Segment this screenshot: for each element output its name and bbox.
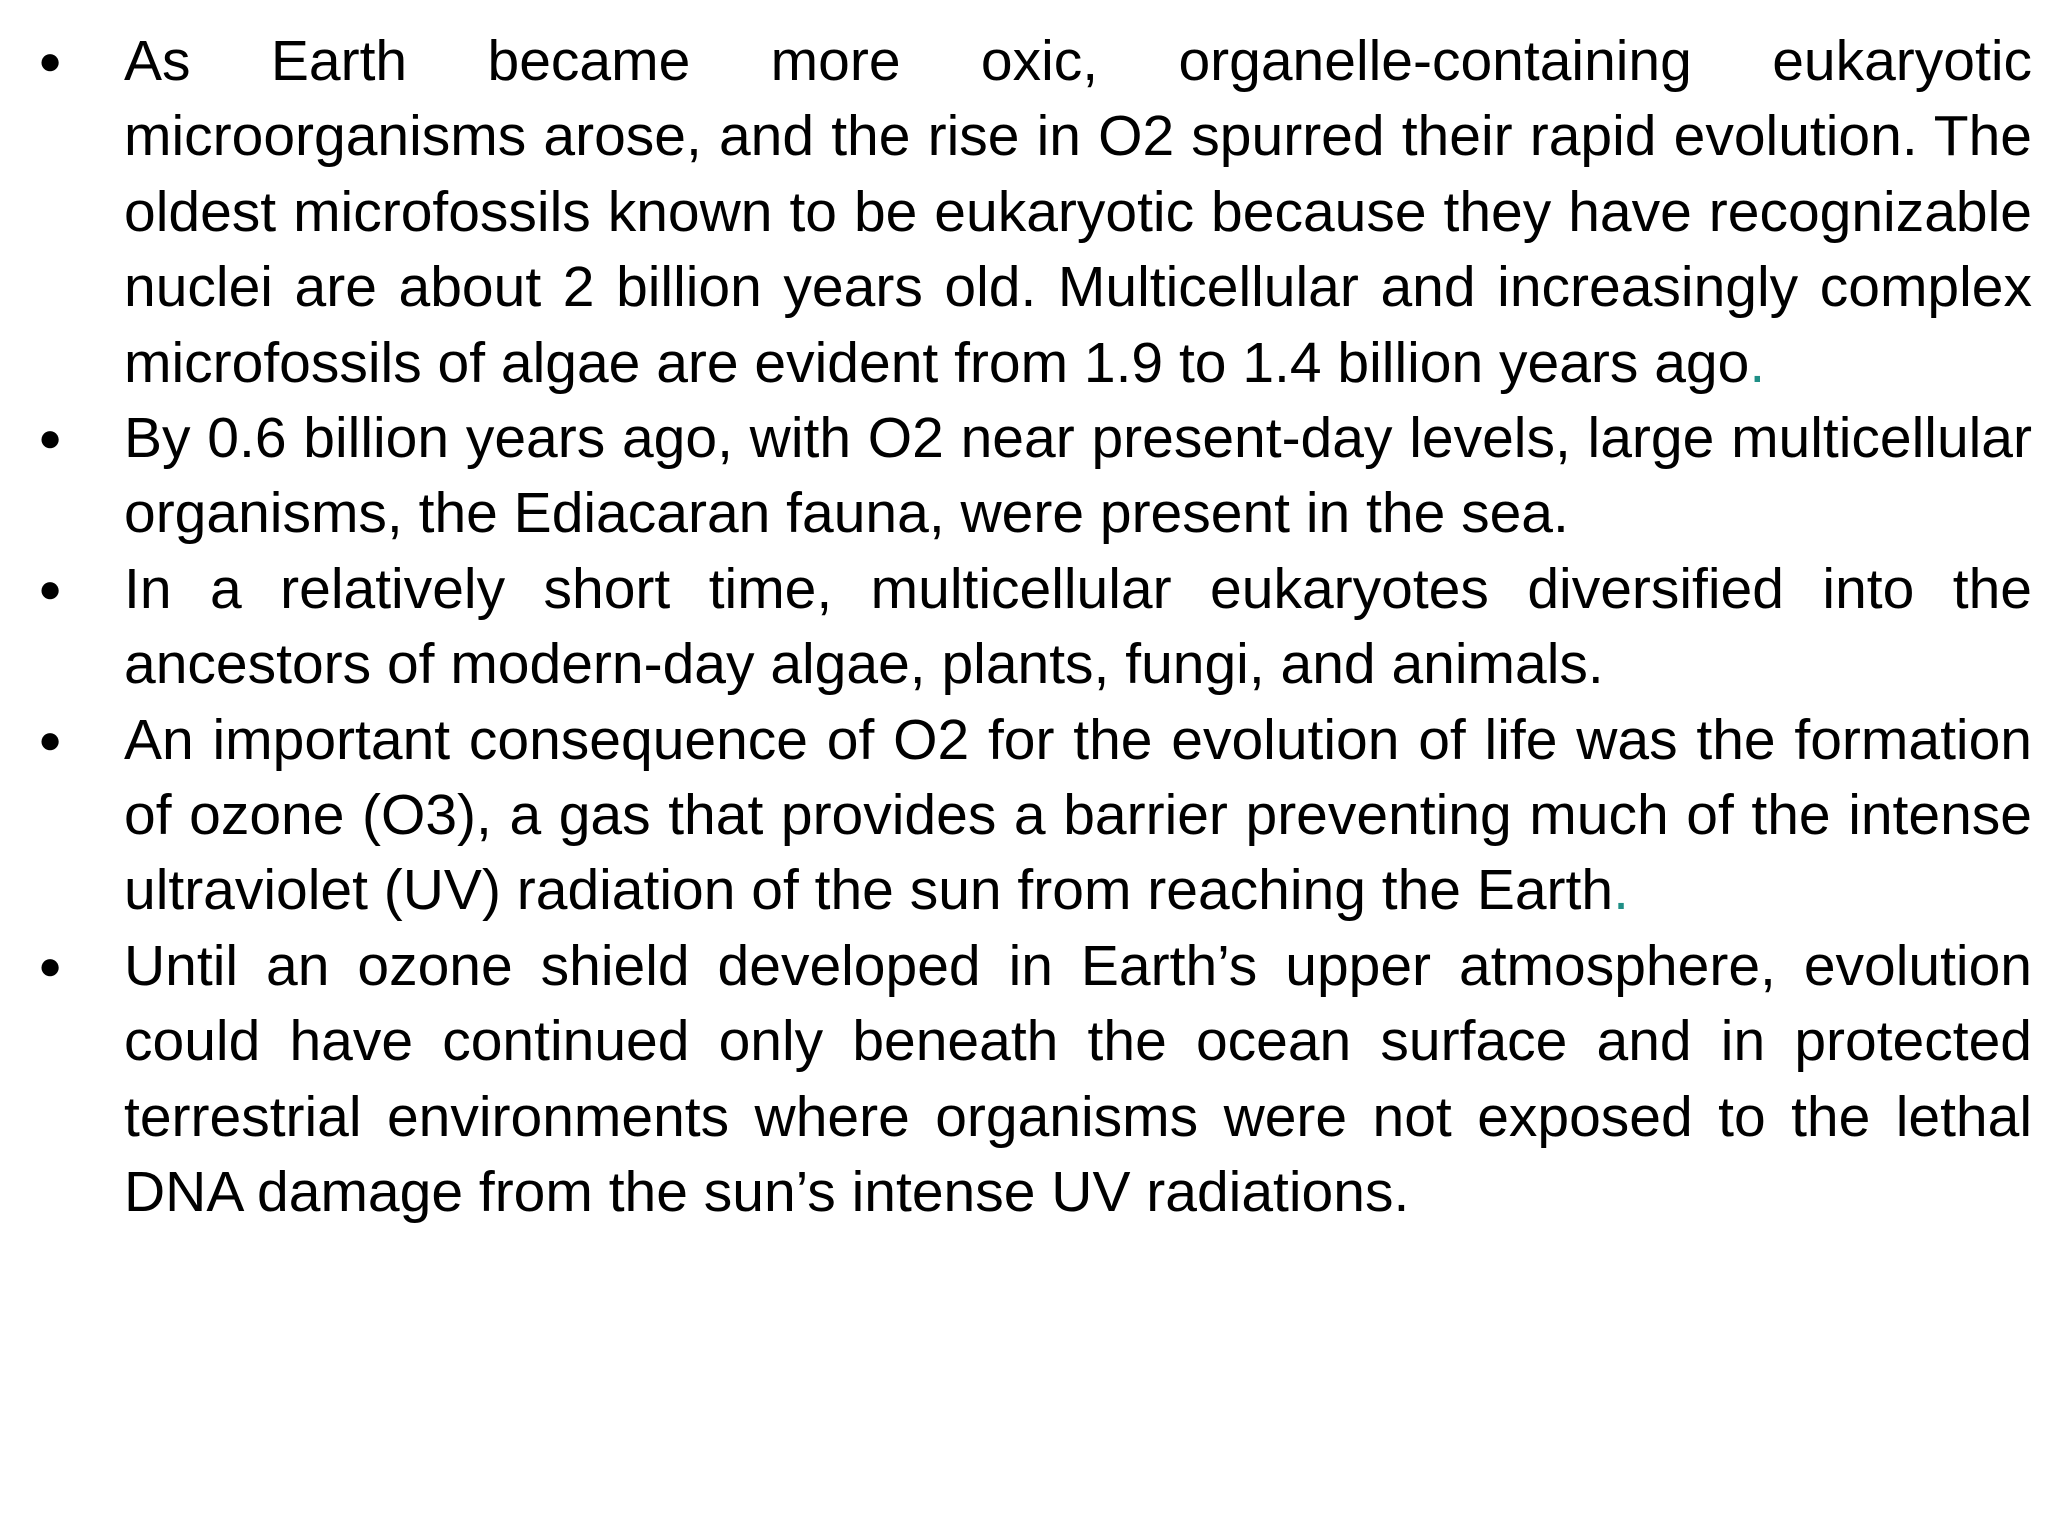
bullet-item-ozone-shield (38, 929, 2032, 1231)
bullet-list (38, 24, 2032, 1231)
accent-period: . (1749, 330, 1766, 395)
accent-period: . (1613, 858, 1629, 923)
bullet-item-diversification (38, 552, 2032, 703)
bullet-item-ozone-formation (38, 703, 2032, 929)
bullet-dot-icon: ● (38, 416, 63, 461)
bullet-item-oxic-eukaryotes (38, 24, 2032, 401)
bullet-dot-icon: ● (38, 717, 63, 762)
bullet-text: In a relatively short time, multicellular eukaryotes diversified into the ancestors of modern-day algae, plants, fungi, and animals. (124, 556, 2032, 697)
bullet-text: An important consequence of O2 for the evolution of life was the formation of ozone (O3), a gas that provides a barrier preventing much of the intense ultraviolet (UV) radiation of the sun from reaching the Earth (124, 707, 2032, 923)
bullet-item-ediacaran-fauna (38, 401, 2032, 552)
bullet-dot-icon: ● (38, 39, 63, 83)
bullet-dot-icon: ● (38, 566, 63, 611)
bullet-text: As Earth became more oxic, organelle-containing eukaryotic microorganisms arose, and the rise in O2 spurred their rapid evolution. The oldest microfossils known to be eukaryotic because they have recognizable nuclei are about 2 billion years old. Multicellular and increasingly complex microfossils of algae are evident from 1.9 to 1.4 billion years ago (124, 29, 2032, 395)
bullet-text: By 0.6 billion years ago, with O2 near present-day levels, large multicellular organisms, the Ediacaran fauna, were present in the sea. (124, 406, 2032, 546)
bullet-dot-icon: ● (38, 943, 63, 988)
bullet-text: Until an ozone shield developed in Earth’s upper atmosphere, evolution could have continued only beneath the ocean surface and in protected terrestrial environments where organisms were not exposed to the lethal DNA damage from the sun’s intense UV radiations. (124, 933, 2032, 1225)
